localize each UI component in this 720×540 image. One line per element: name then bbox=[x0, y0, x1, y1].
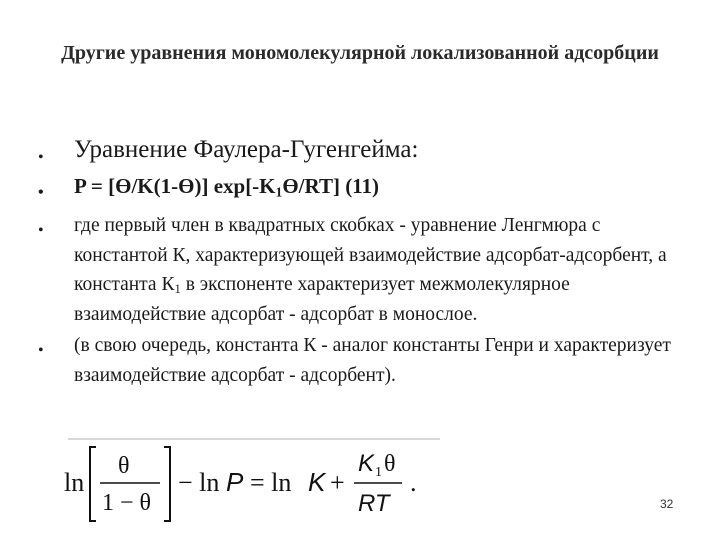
equation-part: Ө/RT] (11) bbox=[282, 174, 380, 198]
bullet-text: Уравнение Фаулера-Гугенгейма: bbox=[74, 136, 419, 163]
slide-title: Другие уравнения мономолекулярной локализованной адсорбции bbox=[61, 42, 659, 64]
formula-k1-subscript: 1 bbox=[375, 465, 382, 480]
formula-rt: RT bbox=[358, 490, 390, 517]
text-subscript: 1 bbox=[174, 282, 181, 297]
formula-dot: . bbox=[410, 468, 417, 497]
bullet-marker: • bbox=[38, 184, 44, 201]
formula-k1: K bbox=[358, 450, 375, 477]
formula-plus: + bbox=[330, 468, 345, 497]
formula-ln: ln bbox=[64, 468, 85, 497]
bullet-list bbox=[38, 133, 688, 390]
bullet-text: в экспоненте характеризует межмолекулярное взаимодействие адсорбат - адсорбат в монослое. bbox=[74, 274, 570, 325]
formula-p: P bbox=[226, 467, 244, 497]
bullet-fowler-guggenheim bbox=[38, 133, 688, 167]
formula-theta: θ bbox=[118, 453, 130, 479]
equation-subscript: 1 bbox=[275, 184, 283, 200]
bullet-text: где первый член в квадратных скобках - уравнение Ленгмюра с константой К, характеризующей взаимодействие адсорбат-адсорбент, а константа К bbox=[74, 215, 667, 295]
bullet-henry-note bbox=[38, 331, 688, 390]
formula-k1-theta: θ bbox=[384, 451, 396, 477]
bullet-text: (в свою очередь, константа К - аналог константы Генри и характеризует взаимодействие адсорбат - адсорбент). bbox=[74, 335, 671, 386]
page-number: 32 bbox=[660, 497, 674, 511]
formula-k: K bbox=[308, 467, 326, 497]
left-bracket bbox=[90, 447, 96, 521]
formula-image bbox=[60, 433, 440, 523]
formula-one-minus-theta: 1 − θ bbox=[102, 490, 152, 516]
right-bracket bbox=[164, 447, 170, 521]
bullet-equation-11 bbox=[38, 169, 688, 203]
bullet-marker: • bbox=[38, 222, 44, 239]
equation-part: P = [Ө/K(1-Ө)] exp[-K bbox=[74, 174, 276, 198]
bullet-marker: • bbox=[38, 149, 44, 166]
bullet-marker: • bbox=[38, 342, 44, 359]
formula-minus-ln: − ln bbox=[178, 468, 220, 497]
formula-equals-ln: = ln bbox=[250, 468, 292, 497]
bullet-explanation bbox=[38, 211, 688, 329]
